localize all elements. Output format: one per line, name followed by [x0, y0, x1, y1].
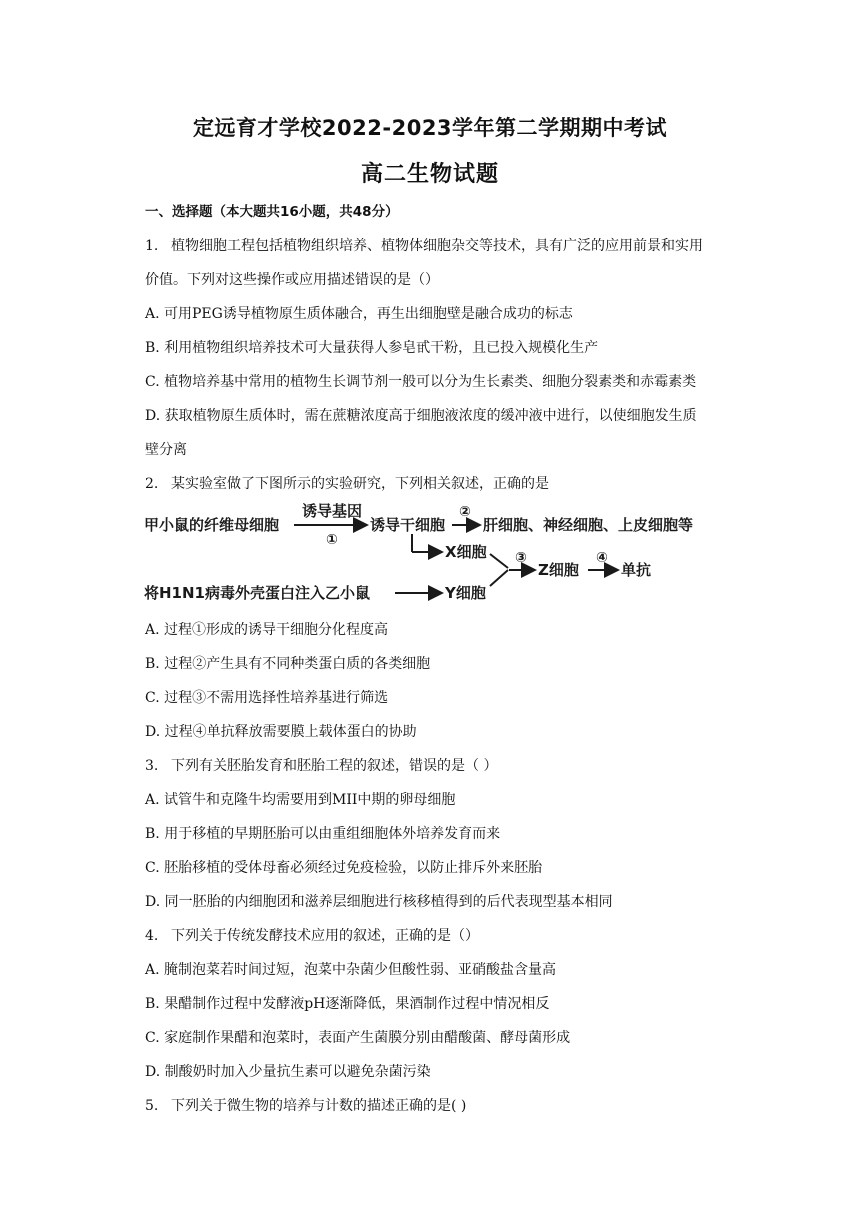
ips-cell-label: 诱导干细胞 — [370, 516, 446, 534]
q1-option-c: C. 植物培养基中常用的植物生长调节剂一般可以分为生长素类、细胞分裂素类和赤霉素类 — [145, 374, 697, 390]
q1-option-b: B. 利用植物组织培养技术可大量获得人参皂甙干粉，且已投入规模化生产 — [145, 340, 599, 356]
q4-option-b: B. 果醋制作过程中发酵液pH逐渐降低，果酒制作过程中情况相反 — [145, 996, 550, 1012]
merge-line-y — [490, 570, 508, 586]
h1n1-injection-label: 将H1N1病毒外壳蛋白注入乙小鼠 — [144, 584, 370, 602]
q2-option-d: D. 过程④单抗释放需要膜上载体蛋白的协助 — [145, 724, 417, 740]
question-4-stem — [145, 926, 479, 946]
question-number: 4. — [145, 928, 159, 944]
question-2-stem — [145, 474, 549, 494]
induce-gene-label: 诱导基因 — [302, 502, 363, 520]
q2-option-a: A. 过程①形成的诱导干细胞分化程度高 — [145, 622, 389, 638]
exam-title: 定远育才学校2022-2023学年第二学期期中考试 — [192, 116, 668, 140]
question-text: 某实验室做了下图所示的实验研究，下列相关叙述，正确的是 — [171, 476, 549, 492]
antibody-label: 单抗 — [621, 561, 652, 579]
q3-option-b: B. 用于移植的早期胚胎可以由重组细胞体外培养发育而来 — [145, 826, 501, 842]
q2-option-c: C. 过程③不需用选择性培养基进行筛选 — [145, 690, 389, 706]
question-text: 下列关于微生物的培养与计数的描述正确的是( ) — [171, 1098, 467, 1114]
y-cell-label: Y细胞 — [445, 584, 486, 602]
q1-option-d: D. 获取植物原生质体时，需在蔗糖浓度高于细胞液浓度的缓冲液中进行，以使细胞发生质 — [145, 408, 697, 424]
question-number: 3. — [145, 758, 159, 774]
step-3-marker: ③ — [515, 550, 527, 566]
q3-option-c: C. 胚胎移植的受体母畜必须经过免疫检验，以防止排斥外来胚胎 — [145, 860, 543, 876]
q3-option-d: D. 同一胚胎的内细胞团和滋养层细胞进行核移植得到的后代表现型基本相同 — [145, 894, 613, 910]
merge-line-x — [490, 554, 508, 568]
question-1-stem-cont: 价值。下列对这些操作或应用描述错误的是（） — [145, 272, 439, 288]
q2-option-b: B. 过程②产生具有不同种类蛋白质的各类细胞 — [145, 656, 431, 672]
question-text: 植物细胞工程包括植物组织培养、植物体细胞杂交等技术，具有广泛的应用前景和实用 — [171, 238, 703, 254]
question-number: 2. — [145, 476, 159, 492]
question-number: 1. — [145, 238, 159, 254]
step-1-marker: ① — [326, 532, 338, 548]
question-1-stem — [145, 236, 703, 256]
question-3-stem — [145, 756, 497, 776]
question-5-stem — [145, 1096, 466, 1116]
q1-option-a: A. 可用PEG诱导植物原生质体融合，再生出细胞壁是融合成功的标志 — [145, 306, 573, 322]
question-number: 5. — [145, 1098, 159, 1114]
step-4-marker: ④ — [596, 550, 608, 566]
question-text: 下列关于传统发酵技术应用的叙述，正确的是（） — [171, 928, 479, 944]
section-heading: 一、选择题（本大题共16小题，共48分） — [145, 204, 399, 220]
x-cell-label: X细胞 — [445, 543, 487, 561]
exam-subtitle: 高二生物试题 — [360, 162, 499, 187]
q4-option-a: A. 腌制泡菜若时间过短，泡菜中杂菌少但酸性弱、亚硝酸盐含量高 — [145, 962, 557, 978]
step-2-marker: ② — [459, 504, 471, 520]
q4-option-c: C. 家庭制作果醋和泡菜时，表面产生菌膜分别由醋酸菌、酵母菌形成 — [145, 1030, 571, 1046]
differentiated-cells-label: 肝细胞、神经细胞、上皮细胞等 — [483, 516, 694, 534]
experiment-flow-diagram — [142, 500, 732, 610]
q3-option-a: A. 试管牛和克隆牛均需要用到MII中期的卵母细胞 — [145, 792, 456, 808]
z-cell-label: Z细胞 — [538, 561, 579, 579]
q1-option-d-cont: 壁分离 — [145, 442, 187, 458]
fibroblast-label: 甲小鼠的纤维母细胞 — [144, 516, 280, 534]
q4-option-d: D. 制酸奶时加入少量抗生素可以避免杂菌污染 — [145, 1064, 431, 1080]
question-text: 下列有关胚胎发育和胚胎工程的叙述，错误的是（ ） — [171, 758, 498, 774]
